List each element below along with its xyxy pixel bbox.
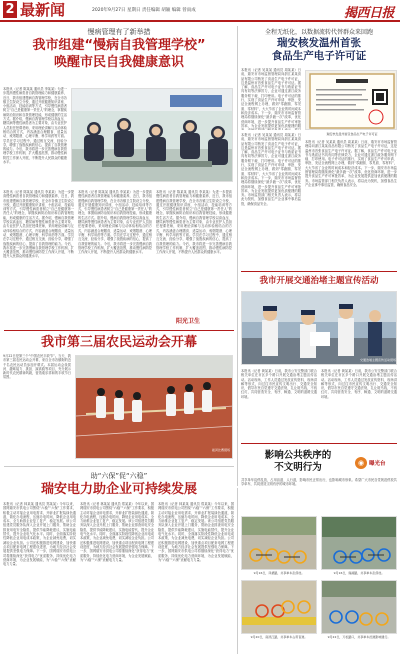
health-photo xyxy=(71,88,233,182)
enterprise-body-col3: 本报讯（记者 林某某 通讯员 郑某某）今年以来，国网瑞安市供电公司围绕“六稳”“六保”工作要求，积极主动对接企业用电需求，开辟业扩报装绿色通道，简化办电流程，压缩办电时间，降低企业用电成本，全力助推企业复工复产、稳定发展。该公司组建党员服务队深入企业开展上门服务，帮助企业排查用电安全隐患，提供节能降耗建议，实施电能替代，提升企业电气化水平。同时，全面落实阶段性降低企业用电成本政策，为企业减免电费，切实减轻企业负担。公司还积极推进电网建设，加快重点项目配套电网工程建设进度，为地方经济社会发展提供坚强电力保障。下一步，国网瑞安市供电公司将继续深化“获得电力”优质服务，持续优化电力营商环境，为企业发展赋能，为“六稳”“六保”贡献电力力量。 xyxy=(158,502,234,562)
page-header xyxy=(0,0,400,22)
classroom-illustration xyxy=(72,89,233,182)
bike-scene-2 xyxy=(322,517,397,570)
bike-photo-2 xyxy=(321,516,397,570)
section-name: 最新闻 xyxy=(20,1,66,19)
enterprise-kicker: 助“六保”促“六稳” xyxy=(90,472,148,480)
health-body-col3: 本报讯（记者 陈某某 通讯员 李某某）为进一步提高慢性病患者自我管理能力和健康素养，近日，我市组建慢病自我管理学校，在全市各镇卫生院设立分校，通过开展健康知识讲座、小组活动、技能培训等方式，引导慢性病患者树立“自己是健康第一责任人”的理念，掌握疾病防治知识和自我管理技能，形成健康的生活方式。据介绍，慢病自我管理学校以高血压、糖尿病等慢性病患者为主要对象，由专业医护人员担任授课老师，采用理论讲解与互动体验相结合的方式，内容涵盖合理膳食、适量运动、戒烟限酒、心理平衡、科学用药等方面。学员在学习过程中，通过相互交流、经验分享，增强了战胜疾病的信心，提高了自我管理的能力。今后，我市将进一步完善慢病自我管理学校工作机制，扩大覆盖范围，推动慢性病防控工作深入开展，不断提升人民群众的健康水平。 xyxy=(78,190,152,255)
section-rule xyxy=(241,271,397,272)
health-body-col1: 本报讯（记者 陈某某 通讯员 李某某）为进一步提高慢性病患者自我管理能力和健康素养，近日，我市组建慢病自我管理学校，在全市各镇卫生院设立分校，通过开展健康知识讲座、小组活动、技能培训等方式，引导慢性病患者树立“自己是健康第一责任人”的理念，掌握疾病防治知识和自我管理技能，形成健康的生活方式。据介绍，慢病自我管理学校以高血压、糖尿病等慢性病患者为主要对象，由专业医护人员担任授课老师，采用理论讲解与互动体验相结合的方式，内容涵盖合理膳食、适量运动、戒烟限酒、心理平衡、科学用药等方面。学员在学习过程中，通过相互交流、经验分享，增强了战胜疾病的信心，提高了自我管理的能力。今后，我市将进一步完善慢病自我管理学校工作机制，扩大覆盖范围，推动慢性病防控工作深入开展，不断提升人民群众的健康水平。 xyxy=(3,87,67,165)
sports-photo-caption: 拔河比赛现场 xyxy=(211,448,230,452)
bike-caption-2: 9月16日，瑞湖路，共享单车乱停放。 xyxy=(333,571,385,575)
enterprise-body-col1: 本报讯（记者 林某某 通讯员 郑某某）今年以来，国网瑞安市供电公司围绕“六稳”“六保”工作要求，积极主动对接企业用电需求，开辟业扩报装绿色通道，简化办电流程，压缩办电时间，降低企业用电成本，全力助推企业复工复产、稳定发展。该公司组建党员服务队深入企业开展上门服务，帮助企业排查用电安全隐患，提供节能降耗建议，实施电能替代，提升企业电气化水平。同时，全面落实阶段性降低企业用电成本政策，为企业减免电费，切实减轻企业负担。公司还积极推进电网建设，加快重点项目配套电网工程建设进度，为地方经济社会发展提供坚强电力保障。下一步，国网瑞安市供电公司将继续深化“获得电力”优质服务，持续优化电力营商环境，为企业发展赋能，为“六稳”“六保”贡献电力力量。 xyxy=(3,502,76,567)
bike-photo-1 xyxy=(241,516,317,570)
health-body-col4: 本报讯（记者 陈某某 通讯员 李某某）为进一步提高慢性病患者自我管理能力和健康素养，近日，我市组建慢病自我管理学校，在全市各镇卫生院设立分校，通过开展健康知识讲座、小组活动、技能培训等方式，引导慢性病患者树立“自己是健康第一责任人”的理念，掌握疾病防治知识和自我管理技能，形成健康的生活方式。据介绍，慢病自我管理学校以高血压、糖尿病等慢性病患者为主要对象，由专业医护人员担任授课老师，采用理论讲解与互动体验相结合的方式，内容涵盖合理膳食、适量运动、戒烟限酒、心理平衡、科学用药等方面。学员在学习过程中，通过相互交流、经验分享，增强了战胜疾病的信心，提高了自我管理的能力。今后，我市将进一步完善慢病自我管理学校工作机制，扩大覆盖范围，推动慢性病防控工作深入开展，不断提升人民群众的健康水平。 xyxy=(156,190,232,255)
bike-caption-4: 9月22日，万松路口，共享单车挡道影响通行。 xyxy=(327,635,391,639)
health-title-1: 我市组建“慢病自我管理学校” xyxy=(32,38,206,53)
health-author: 阳光卫生 xyxy=(176,318,201,325)
column-divider xyxy=(237,488,238,654)
sports-title: 我市第三届农民运动会开幕 xyxy=(40,335,197,350)
bike-scene-3 xyxy=(242,581,317,634)
bike-scene-1 xyxy=(242,517,317,570)
enterprise-title: 瑞安电力助企业可持续发展 xyxy=(40,482,197,497)
section-rule xyxy=(241,443,397,444)
civility-badge: 曝光台 xyxy=(369,461,386,467)
food-kicker: 全程无纸化，以数据流转代替群众来回跑 xyxy=(264,29,373,36)
food-title-2: 食品生产电子许可证 xyxy=(271,50,367,62)
bike-photo-4 xyxy=(321,580,397,634)
license-certificate-image xyxy=(306,71,397,130)
sports-body: 9月22日是第三个“中国农民丰收节”。当天，我市第三届农民运动会开幕，来自全市各镇街的近千名农民运动员参加开幕式。本届运动会设拔河、趣味接力、挑担、踩高跷等项目，充分展示新时代农民精神风貌，营造欢乐祥和的丰收节日氛围。 xyxy=(3,354,71,380)
license-photo-caption: 瑞安核发温州首张食品生产电子许可证 xyxy=(326,132,378,136)
health-kicker: 慢病管理有了新举措 xyxy=(87,28,151,36)
traffic-police-illustration xyxy=(242,292,397,365)
tug-of-war-illustration xyxy=(76,356,233,459)
food-body-col2: 本报讯（记者 吴某某 通讯员 周某某）日前，瑞安市市场监督管理局向浙江某某食品有限公司核发了食品生产电子许可证，这是温州市首张食品生产电子许可证。据了解，食品生产许可电子证书与纸质证书具有同等法律效力，企业可通过浙江政务服务网下载、打印使用。电子许可证的推行，实现了食品生产许可申请、审批、发证全流程网上办理，做到“零跑腿、零见面、零材料”，大大节省了企业的时间成本和经济成本。下一步，瑞安市市场监督管理局将继续深化“最多跑一次”改革，优化营商环境，进一步提升食品生产许可审批效率，为企业发展提供更加优质便捷的服务。市场监管部门相关负责人表示，将以此为契机，加强食品生产企业事中事后监管，确保食品安全。 xyxy=(241,133,301,206)
food-body-col1: 本报讯（记者 吴某某 通讯员 周某某）日前，瑞安市市场监督管理局向浙江某某食品有限公司核发了食品生产电子许可证，这是温州市首张食品生产电子许可证。据了解，食品生产许可电子证书与纸质证书具有同等法律效力，企业可通过浙江政务服务网下载、打印使用。电子许可证的推行，实现了食品生产许可申请、审批、发证全流程网上办理，做到“零跑腿、零见面、零材料”，大大节省了企业的时间成本和经济成本。下一步，瑞安市市场监督管理局将继续深化“最多跑一次”改革，优化营商环境，进一步提升食品生产许可审批效率，为企业发展提供更加优质便捷的服 xyxy=(241,68,301,128)
food-title-1: 瑞安核发温州首张 xyxy=(277,37,361,49)
traffic-body-col2: 本报讯（记者 黄某某）日前，我市公安交警部门联合相关单位在市区多个路口开展交通治堵主题宣传活动。活动现场，工作人员通过发放宣传资料、现场讲解等形式，向过往市民宣传文明出行、交通安全知识，倡导市民自觉遵守交通法规，礼让斑马线，不闯红灯，共同营造安全、有序、畅通、文明的道路交通环境。 xyxy=(321,369,397,399)
traffic-title: 我市开展交通治堵主题宣传活动 xyxy=(259,276,379,286)
bike-photo-3 xyxy=(241,580,317,634)
bike-caption-1: 9月16日，凤栖路，共享单车乱停放。 xyxy=(253,571,305,575)
camera-icon: ◉ xyxy=(355,457,367,469)
masthead-logo: 揭西日报 xyxy=(343,6,394,21)
health-title-2: 唤醒市民自我健康意识 xyxy=(53,55,184,70)
column-divider xyxy=(237,26,238,486)
sports-photo xyxy=(75,355,233,459)
bike-scene-4 xyxy=(322,581,397,634)
bike-caption-3: 9月20日，南滨江路，共享单车占用盲道。 xyxy=(250,635,308,639)
section-rule xyxy=(4,466,234,467)
civility-title-1: 影响公共秩序的 xyxy=(264,450,332,461)
section-rule xyxy=(4,330,234,331)
traffic-photo-caption: 交通治堵主题宣传活动现场 xyxy=(359,358,396,362)
civility-title-2: 不文明行为 xyxy=(274,462,322,473)
license-photo xyxy=(305,70,397,130)
civility-body: 共享单车乱停乱放，占用盲道、人行道，影响市民正常出行，也影响城市形象。希望广大市民自觉规范停放共享单车，共同营造文明有序的城市环境。 xyxy=(241,478,397,487)
traffic-body-col1: 本报讯（记者 黄某某）日前，我市公安交警部门联合相关单位在市区多个路口开展交通治堵主题宣传活动。活动现场，工作人员通过发放宣传资料、现场讲解等形式，向过往市民宣传文明出行、交通安全知识，倡导市民自觉遵守交通法规，礼让斑马线，不闯红灯，共同营造安全、有序、畅通、文明的道路交通环境。 xyxy=(241,369,317,399)
issue-info: 2020年9月27日 星期日 责任编辑 胡颖 编辑 曾雨成 xyxy=(92,8,196,13)
traffic-photo xyxy=(241,291,397,365)
food-body-col3: 本报讯（记者 吴某某 通讯员 周某某）日前，瑞安市市场监督管理局向浙江某某食品有限公司核发了食品生产电子许可证，这是温州市首张食品生产电子许可证。据了解，食品生产许可电子证书与纸质证书具有同等法律效力，企业可通过浙江政务服务网下载、打印使用。电子许可证的推行，实现了食品生产许可申请、审批、发证全流程网上办理，做到“零跑腿、零见面、零材料”，大大节省了企业的时间成本和经济成本。下一步，瑞安市市场监督管理局将继续深化“最多跑一次”改革，优化营商环境，进一步提升食品生产许可审批效率，为企业发展提供更加优质便捷的服务。市场监管部门相关负责人表示，将以此为契机，加强食品生产企业事中事后监管，确保食品安全。 xyxy=(305,140,397,187)
health-body-col2: 本报讯（记者 陈某某 通讯员 李某某）为进一步提高慢性病患者自我管理能力和健康素养，近日，我市组建慢病自我管理学校，在全市各镇卫生院设立分校，通过开展健康知识讲座、小组活动、技能培训等方式，引导慢性病患者树立“自己是健康第一责任人”的理念，掌握疾病防治知识和自我管理技能，形成健康的生活方式。据介绍，慢病自我管理学校以高血压、糖尿病等慢性病患者为主要对象，由专业医护人员担任授课老师，采用理论讲解与互动体验相结合的方式，内容涵盖合理膳食、适量运动、戒烟限酒、心理平衡、科学用药等方面。学员在学习过程中，通过相互交流、经验分享，增强了战胜疾病的信心，提高了自我管理的能力。今后，我市将进一步完善慢病自我管理学校工作机制，扩大覆盖范围，推动慢性病防控工作深入开展，不断提升人民群众的健康水平。 xyxy=(3,190,74,259)
page-number: 2 xyxy=(3,1,17,18)
enterprise-body-col2: 本报讯（记者 林某某 通讯员 郑某某）今年以来，国网瑞安市供电公司围绕“六稳”“六保”工作要求，积极主动对接企业用电需求，开辟业扩报装绿色通道，简化办电流程，压缩办电时间，降低企业用电成本，全力助推企业复工复产、稳定发展。该公司组建党员服务队深入企业开展上门服务，帮助企业排查用电安全隐患，提供节能降耗建议，实施电能替代，提升企业电气化水平。同时，全面落实阶段性降低企业用电成本政策，为企业减免电费，切实减轻企业负担。公司还积极推进电网建设，加快重点项目配套电网工程建设进度，为地方经济社会发展提供坚强电力保障。下一步，国网瑞安市供电公司将继续深化“获得电力”优质服务，持续优化电力营商环境，为企业发展赋能，为“六稳”“六保”贡献电力力量。 xyxy=(80,502,154,562)
